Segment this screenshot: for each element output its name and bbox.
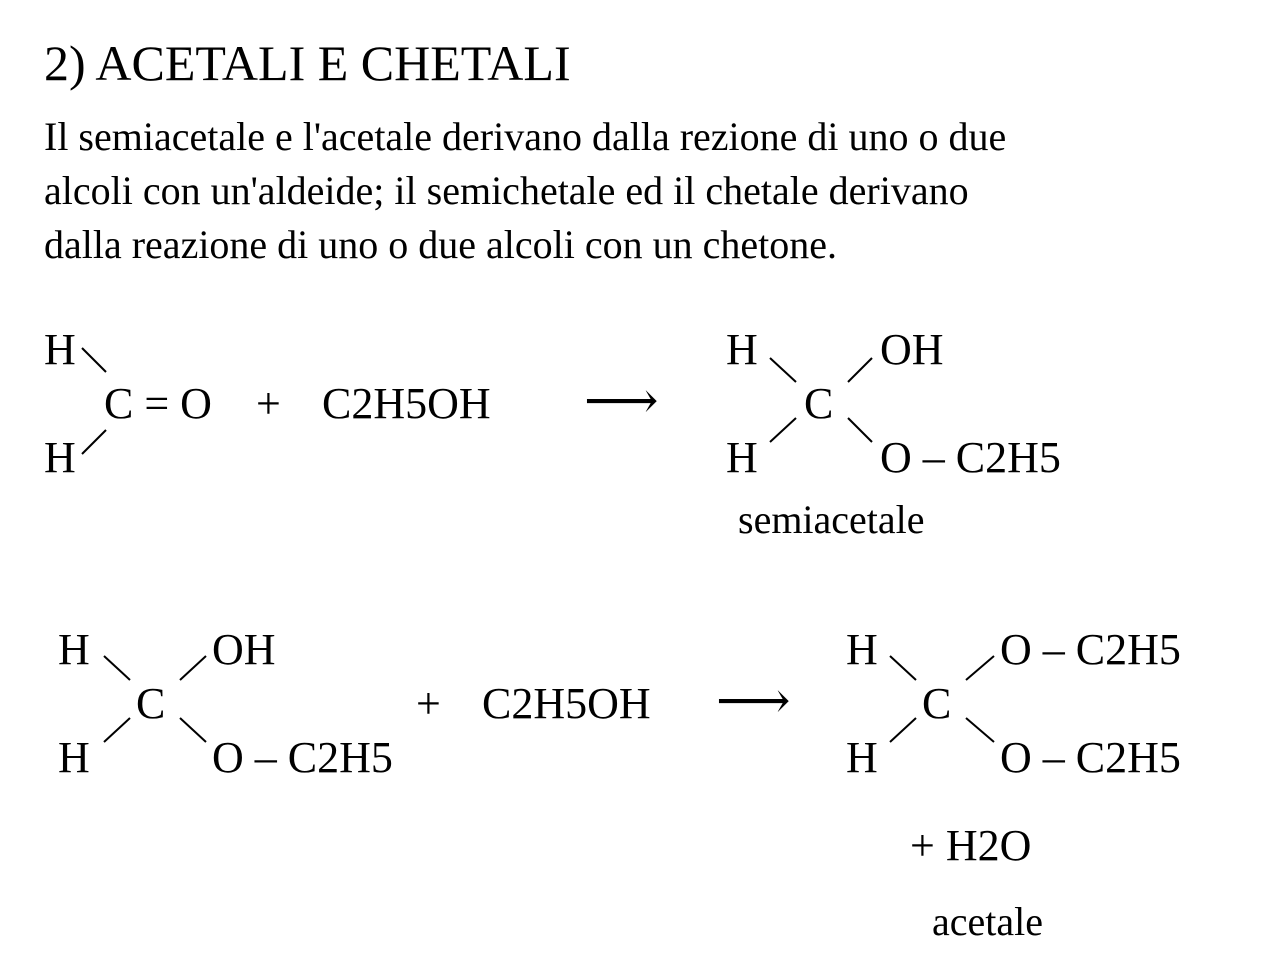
bond-line [966,656,994,680]
r1-alcohol: C2H5OH [322,379,491,428]
r1-reactant-h-bottom: H [44,433,76,482]
paragraph-line-2: alcoli con un'aldeide; il semichetale ed il chetale derivano [44,168,969,213]
r2-reactant-oh: OH [212,625,276,674]
r2-water: + H2O [910,821,1032,870]
bond-line [966,718,994,742]
bond-line [848,358,872,382]
bond-line [770,358,796,382]
r2-product-c: C [922,679,952,728]
r2-product-oet-bottom: O – C2H5 [1000,733,1181,782]
r1-product-label: semiacetale [738,497,925,542]
bond-line [82,348,106,372]
bond-line [890,718,916,742]
paragraph-line-1: Il semiacetale e l'acetale derivano dalla rezione di uno o due [44,114,1007,159]
r1-product-h-top: H [726,325,758,374]
r2-alcohol: C2H5OH [482,679,651,728]
bond-line [180,656,206,680]
slide-title: 2) ACETALI E CHETALI [44,35,571,91]
bond-line [848,418,872,442]
r1-product-oh: OH [880,325,944,374]
r2-reactant-h-top: H [58,625,90,674]
r2-reactant-c: C [136,679,166,728]
bond-line [180,718,206,742]
r1-reactant-h-top: H [44,325,76,374]
r2-reactant-oet: O – C2H5 [212,733,393,782]
r1-product-h-bottom: H [726,433,758,482]
r2-plus: + [416,679,441,728]
r1-product-oet: O – C2H5 [880,433,1061,482]
r2-product-h-bottom: H [846,733,878,782]
r2-product-label: acetale [932,899,1043,944]
r2-product-oet-top: O – C2H5 [1000,625,1181,674]
r1-arrow: ⟶ [584,373,659,430]
bond-line [104,656,130,680]
bond-line [890,656,916,680]
r1-plus: + [256,379,281,428]
r1-product-c: C [804,379,834,428]
bond-line [770,418,796,442]
paragraph-line-3: dalla reazione di uno o due alcoli con un chetone. [44,222,838,267]
bond-line [82,430,106,454]
r2-reactant-h-bottom: H [58,733,90,782]
bond-line [104,718,130,742]
r2-arrow: ⟶ [716,673,791,730]
r2-product-h-top: H [846,625,878,674]
r1-reactant-carbonyl: C = O [104,379,212,428]
